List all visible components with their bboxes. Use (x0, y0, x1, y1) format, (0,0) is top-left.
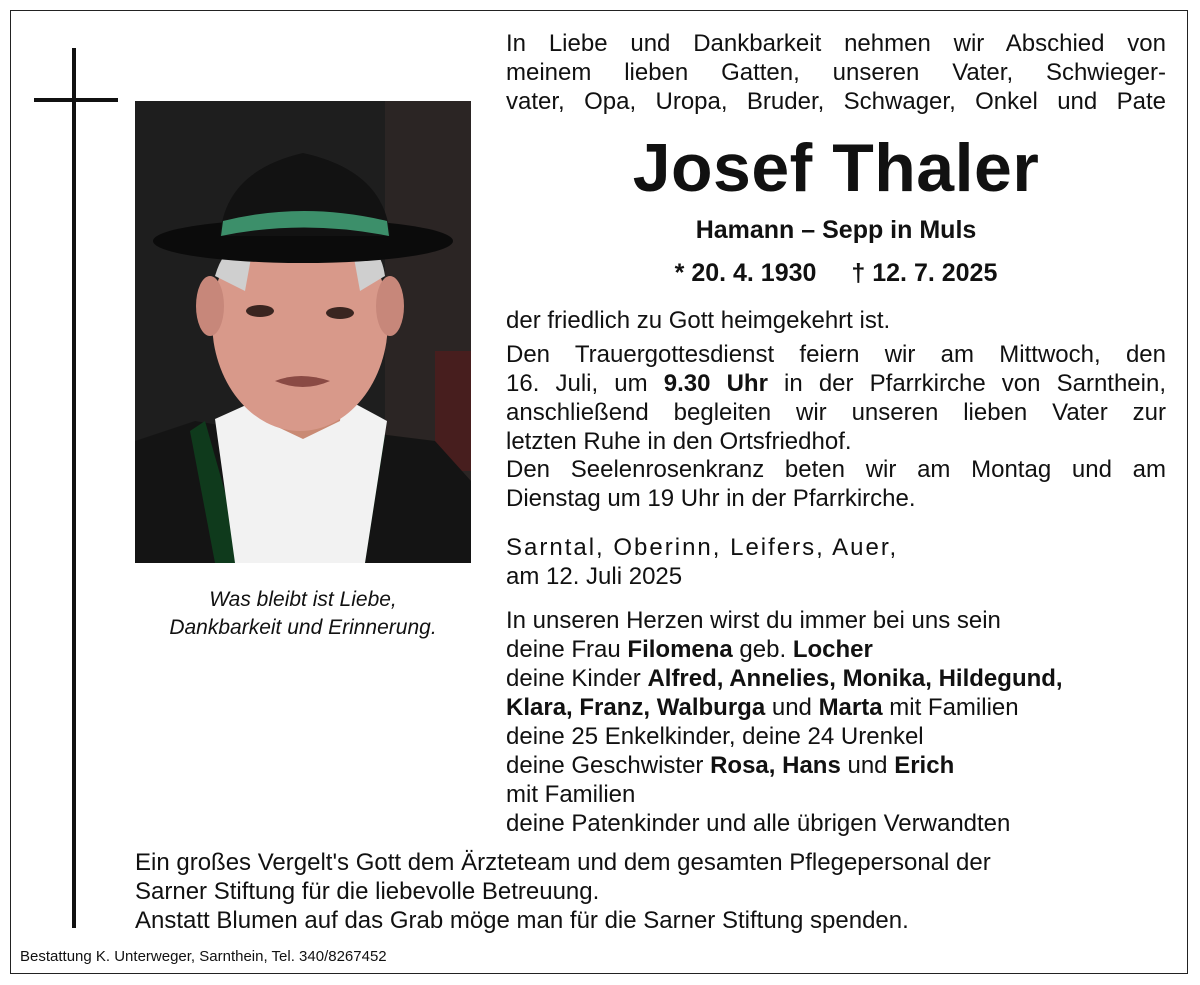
portrait-illustration (135, 101, 471, 563)
service-text-part: 16. Juli, um (506, 370, 664, 397)
mourners-text: und (840, 752, 895, 779)
intro-line: meinem lieben Gatten, unseren Vater, Schwieger- (506, 59, 1166, 86)
caption-line: Was bleibt ist Liebe, (209, 588, 397, 611)
service-text-part: in der Pfarrkirche von Sarnthein, (767, 370, 1167, 397)
homecoming-line: der friedlich zu Gott heimgekehrt ist. (506, 307, 891, 334)
notice-date: am 12. Juli 2025 (506, 563, 683, 590)
memorial-caption (120, 586, 486, 642)
mourners-grandchildren: deine 25 Enkelkinder, deine 24 Urenkel (506, 723, 924, 750)
service-line: Den Trauergottesdienst feiern wir am Mittwoch, den (506, 341, 1166, 368)
wife-name: Filomena (627, 636, 733, 663)
service-line (506, 369, 1166, 398)
intro-text (506, 29, 1166, 116)
cross-icon-bar (34, 98, 118, 102)
mourners-text: mit Familien (882, 694, 1019, 721)
funeral-home-footer: Bestattung K. Unterweger, Sarnthein, Tel. 340/8267452 (20, 948, 387, 965)
mourners-siblings (506, 751, 1166, 780)
children-names: Alfred, Annelies, Monika, Hildegund, (647, 665, 1063, 692)
service-line: anschließend begleiten wir unseren lieben Vater zur (506, 399, 1166, 426)
mourners-text: und (765, 694, 819, 721)
birth-date: * 20. 4. 1930 (674, 259, 817, 287)
places: Sarntal, Oberinn, Leifers, Auer, (506, 534, 899, 561)
cross-icon (72, 48, 76, 928)
mourners-heart: In unseren Herzen wirst du immer bei uns sein (506, 607, 1001, 634)
deceased-name: Josef Thaler (632, 130, 1040, 206)
rosary-line: Dienstag um 19 Uhr in der Pfarrkirche. (506, 485, 916, 512)
mourners-text: deine Frau (506, 636, 628, 663)
place-date (506, 533, 1166, 591)
children-names: Marta (818, 694, 883, 721)
thanks-line: Sarner Stiftung für die liebevolle Betreuung. (135, 878, 600, 905)
rosary-text (506, 455, 1166, 513)
mourners-text: geb. (732, 636, 793, 663)
thanks-line: Anstatt Blumen auf das Grab möge man für die Sarner Stiftung spenden. (135, 907, 909, 934)
portrait-photo (135, 101, 471, 563)
thanks-text (135, 848, 1167, 935)
mourners-children (506, 693, 1166, 722)
service-line: letzten Ruhe in den Ortsfriedhof. (506, 428, 852, 455)
service-text (506, 340, 1166, 456)
sibling-names: Rosa, Hans (710, 752, 841, 779)
service-time: 9.30 Uhr (663, 370, 768, 397)
mourners-list (506, 606, 1166, 838)
mourners-text: deine Geschwister (506, 752, 711, 779)
mourners-children (506, 664, 1166, 693)
sibling-names: Erich (894, 752, 955, 779)
intro-line: In Liebe und Dankbarkeit nehmen wir Abschied von (506, 30, 1166, 57)
homecoming-text (506, 306, 1166, 335)
deceased-nickname: Hamann – Sepp in Muls (695, 216, 977, 244)
mourners-godchildren: deine Patenkinder und alle übrigen Verwandten (506, 810, 1011, 837)
mourners-wife (506, 635, 1166, 664)
intro-line: vater, Opa, Uropa, Bruder, Schwager, Onkel und Pate (506, 88, 1166, 115)
wife-maiden-name: Locher (792, 636, 873, 663)
rosary-line: Den Seelenrosenkranz beten wir am Montag und am (506, 456, 1166, 483)
thanks-line: Ein großes Vergelt's Gott dem Ärzteteam und dem gesamten Pflegepersonal der (135, 849, 991, 876)
death-date: † 12. 7. 2025 (851, 259, 998, 287)
children-names: Klara, Franz, Walburga (506, 694, 766, 721)
mourners-siblings-families: mit Familien (506, 781, 636, 808)
caption-line: Dankbarkeit und Erinnerung. (169, 616, 437, 639)
mourners-text: deine Kinder (506, 665, 648, 692)
life-dates (506, 256, 1166, 290)
